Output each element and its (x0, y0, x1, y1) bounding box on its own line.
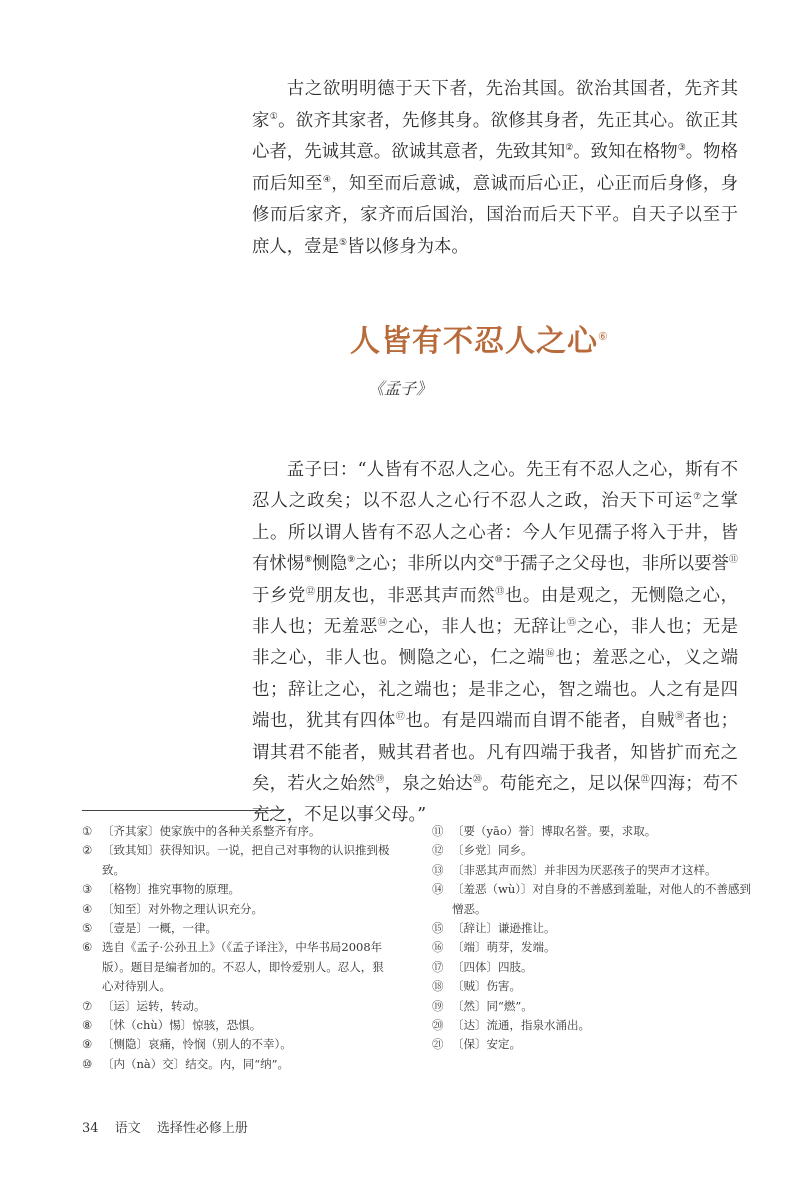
passage-text-segment: 。苟能充之，足以保 (482, 774, 641, 795)
footnote-number: ⑫ (432, 843, 444, 858)
footnote-text: 〔恻隐〕哀痛，怜悯（别人的不幸）。 (102, 1037, 292, 1052)
passage-text-segment: ，知至而后意诚，意诚而后心正，心正而后身修，身修而后家齐，家齐而后国治，国治而后天下平。自天子以至于庶人，壹是 (252, 173, 738, 257)
footnote-text: 〔达〕流通，指泉水涌出。 (452, 1018, 590, 1033)
section-title (350, 316, 630, 360)
footnote-number: ② (82, 843, 93, 858)
footnote-marker: ⑦ (693, 492, 703, 503)
footnote-item (432, 1035, 752, 1054)
footnote-text: 〔保〕安定。 (452, 1037, 521, 1052)
footnote-item (82, 841, 392, 880)
passage-text-segment: 孟子曰：“人皆有不忍人之心。先王有不忍人之心，斯有不忍人之政矣；以不忍人之心行不忍人之政，治天下可运 (252, 460, 738, 512)
footnote-item (82, 919, 392, 938)
subject-label: 语文 (114, 1121, 141, 1136)
passage-text-segment: 。物格而后知至 (252, 142, 738, 194)
footnote-marker: ④ (322, 174, 332, 185)
passage-text-segment: 于乡党 (252, 585, 306, 606)
footnote-number: ⑮ (432, 921, 444, 936)
passage-text-segment: 四海；苟不充之，不足以事父母。” (252, 774, 738, 826)
footnote-marker: ⑧ (304, 555, 313, 566)
section-title-text: 人皆有不忍人之心 (350, 324, 598, 359)
passage-text-segment: 之掌上。所以谓人皆有不忍人之心者：今人乍见孺子将入于井，皆有怵惕 (252, 491, 738, 575)
footnote-number: ⑱ (432, 979, 444, 994)
passage-text-segment: 者也；谓其君不能者，贼其君者也。凡有四端于我者，知皆扩而充之矣，若火之始然 (252, 711, 738, 795)
footnote-item (82, 997, 392, 1016)
footnote-marker: ⑪ (728, 555, 738, 566)
footnote-marker: ㉑ (640, 775, 651, 786)
footnote-marker: ⑭ (377, 618, 388, 629)
footnote-item (432, 919, 752, 938)
footnote-item (432, 977, 752, 996)
footnote-text: 〔羞恶（wù）〕对自身的不善感到羞耻，对他人的不善感到憎恶。 (452, 882, 751, 916)
footnote-marker: ⑳ (472, 775, 483, 786)
footnote-number: ⑤ (82, 921, 93, 936)
footnote-marker: ⑫ (305, 586, 316, 597)
footnote-item (432, 880, 752, 919)
footnote-text: 〔辞让〕谦逊推让。 (452, 921, 556, 936)
footnote-number: ⑯ (432, 940, 444, 955)
footnote-marker: ① (269, 111, 279, 122)
passage-daxue (252, 74, 738, 263)
footnotes-left-column (82, 822, 392, 1074)
footnote-marker: ⑬ (495, 586, 505, 597)
footnote-marker: ⑨ (347, 555, 356, 566)
footnote-number: ⑰ (432, 959, 444, 974)
footnote-item (432, 938, 752, 957)
page-footer (82, 1117, 260, 1136)
footnote-marker: ⑱ (675, 712, 685, 723)
passage-text-segment: 皆以修身为本。 (347, 236, 469, 257)
footnote-item (432, 958, 752, 977)
footnote-number: ⑬ (432, 862, 444, 877)
footnote-text: 〔齐其家〕使家族中的各种关系整齐有序。 (102, 824, 321, 838)
passage-text-segment: 朋友也，非恶其声而然 (315, 585, 496, 606)
passage-text-segment: ，泉之始达 (384, 774, 473, 795)
footnote-item (432, 997, 752, 1016)
footnote-item (432, 841, 752, 860)
footnote-text: 〔壹是〕一概，一律。 (102, 921, 217, 936)
footnote-item (432, 1016, 752, 1035)
footnote-text: 〔怵（chù）惕〕惊骇，恐惧。 (102, 1018, 262, 1033)
footnote-marker: ② (565, 143, 574, 154)
footnote-item (432, 861, 752, 880)
passage-text-segment: 。欲齐其家者，先修其身。欲修其身者，先正其心。欲正其心者，先诚其意。欲诚其意者，先致其知 (252, 110, 738, 162)
passage-text-segment: 也。由是观之，无恻隐之心，非人也；无羞恶 (252, 585, 738, 638)
footnote-number: ⑦ (82, 998, 93, 1013)
passage-text-segment: 也；羞恶之心，义之端也；辞让之心，礼之端也；是非之心，智之端也。人之有是四端也，犹其有四体 (252, 648, 738, 732)
footnote-text: 〔内（nà）交〕结交。内，同“纳”。 (102, 1056, 290, 1071)
page-number: 34 (82, 1121, 99, 1136)
passage-text-segment: 于孺子之父母也，非所以要誉 (502, 554, 729, 575)
book-title: 选择性必修上册 (156, 1121, 248, 1136)
passage-text-segment: 也。有是四端而自谓不能者，自贼 (405, 711, 676, 732)
passage-text-segment: 之心，非人也；无是非之心，非人也。恻隐之心，仁之端 (252, 617, 738, 669)
footnote-text: 〔贼〕伤害。 (452, 979, 521, 994)
footnote-text: 〔知至〕对外物之理认识充分。 (102, 901, 263, 916)
footnote-item (82, 1055, 392, 1074)
passage-text-segment: 。致知在格物 (573, 142, 678, 162)
footnote-text: 选自《孟子·公孙丑上》（《孟子译注》，中华书局2008年版）。题目是编者加的。不忍人，即怜爱别人。忍人，狠心对待别人。 (102, 940, 384, 994)
footnote-text: 〔非恶其声而然〕并非因为厌恶孩子的哭声才这样。 (452, 862, 717, 877)
footnote-number: ⑧ (82, 1018, 93, 1033)
footnote-marker: ⑯ (545, 649, 556, 660)
footnote-number: ⑲ (432, 998, 444, 1013)
footnote-marker: ⑲ (375, 775, 385, 786)
footnote-number: ④ (82, 901, 93, 916)
footnote-item (82, 822, 392, 841)
footnote-text: 〔然〕同“燃”。 (452, 998, 533, 1013)
footnote-number: ⑩ (82, 1056, 93, 1071)
footnote-item (82, 938, 392, 996)
passage-daxue-text (252, 74, 738, 263)
footnote-text: 〔四体〕四肢。 (452, 959, 533, 974)
footnote-item (82, 1035, 392, 1054)
footnote-marker: ⑩ (494, 555, 503, 566)
footnote-number: ㉑ (432, 1037, 444, 1052)
footnote-text: 〔运〕运转，转动。 (102, 998, 206, 1013)
footnote-number: ⑨ (82, 1037, 93, 1052)
footnote-text: 〔端〕萌芽，发端。 (452, 940, 556, 955)
footnote-marker: ⑰ (395, 712, 406, 723)
footnote-number: ① (82, 824, 93, 838)
footnote-item (82, 900, 392, 919)
footnote-number: ⑭ (432, 882, 444, 897)
passage-text-segment: 之心；非所以内交 (355, 554, 495, 575)
footnote-divider (82, 810, 282, 811)
footnote-text: 〔要（yāo）誉〕博取名誉。要，求取。 (452, 824, 657, 838)
footnotes-right-column (432, 822, 752, 1055)
passage-text-segment: 之心，非人也；无辞让 (387, 617, 568, 638)
passage-text-segment: 恻隐 (312, 554, 348, 575)
footnote-number: ⑪ (432, 824, 444, 838)
passage-mengzi-text (252, 455, 738, 832)
source-attribution: 《孟子》 (367, 379, 432, 398)
footnote-number: ⑳ (432, 1018, 444, 1033)
footnote-number: ③ (82, 882, 93, 897)
footnote-item (82, 1016, 392, 1035)
footnote-text: 〔致其知〕获得知识。一说，把自己对事物的认识推到极致。 (102, 843, 390, 877)
footnote-text: 〔乡党〕同乡。 (452, 843, 533, 858)
footnote-item (82, 880, 392, 899)
passage-text-segment: 古之欲明明德于天下者，先治其国。欲治其国者，先齐其家 (252, 79, 738, 131)
footnote-text: 〔格物〕推究事物的原理。 (102, 882, 240, 897)
passage-mengzi (252, 455, 738, 832)
footnote-item (432, 822, 752, 841)
footnote-number: ⑥ (82, 940, 93, 955)
footnote-marker: ⑮ (567, 618, 577, 629)
footnote-marker: ③ (677, 143, 686, 154)
footnote-marker: ⑤ (338, 237, 348, 248)
title-footnote-marker: ⑥ (598, 330, 609, 343)
